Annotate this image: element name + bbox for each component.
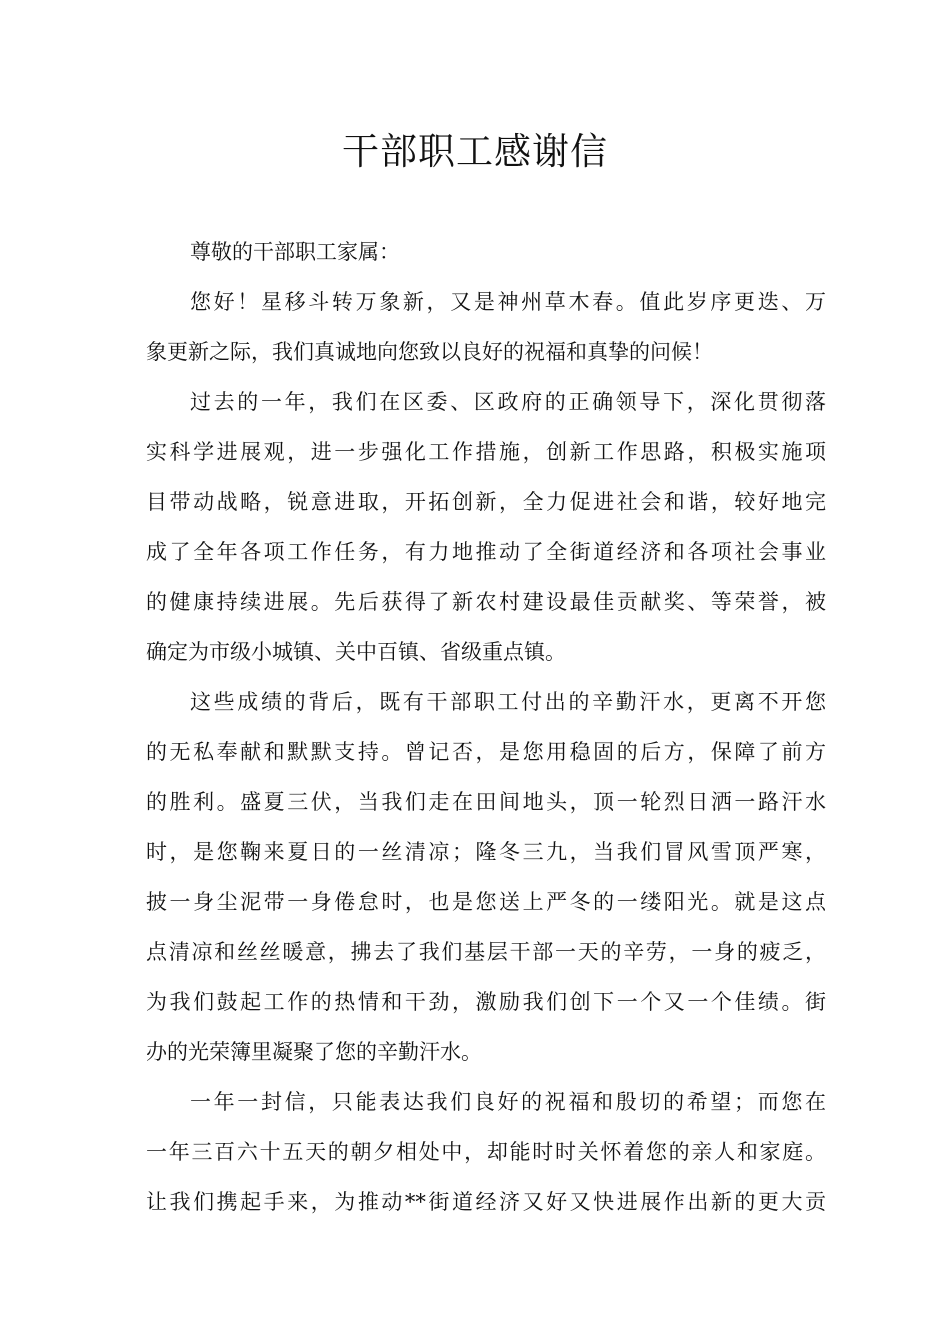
text-line: 点清凉和丝丝暖意，拂去了我们基层干部一天的辛劳，一身的疲乏， [146, 940, 826, 964]
text-line: 让我们携起手来，为推动**街道经济又好又快进展作出新的更大贡 [146, 1190, 826, 1214]
letter-body [146, 227, 826, 1227]
text-line: 为我们鼓起工作的热情和干劲，激励我们创下一个又一个佳绩。街 [146, 990, 826, 1014]
text-line: 目带动战略，锐意进取，开拓创新，全力促进社会和谐，较好地完 [146, 490, 826, 514]
text-line: 的健康持续进展。先后获得了新农村建设最佳贡献奖、等荣誉，被 [146, 590, 826, 614]
text-line: 象更新之际，我们真诚地向您致以良好的祝福和真挚的问候！ [146, 340, 713, 364]
document-title: 干部职工感谢信 [342, 130, 608, 173]
text-line: 这些成绩的背后，既有干部职工付出的辛勤汗水，更离不开您 [190, 690, 826, 714]
text-line: 的无私奉献和默默支持。曾记否，是您用稳固的后方，保障了前方 [146, 740, 826, 764]
text-line: 您好！星移斗转万象新，又是神州草木春。值此岁序更迭、万 [190, 290, 826, 314]
text-line: 一年一封信，只能表达我们良好的祝福和殷切的希望；而您在 [190, 1090, 826, 1114]
text-line: 成了全年各项工作任务，有力地推动了全街道经济和各项社会事业 [146, 540, 826, 564]
text-line: 实科学进展观，进一步强化工作措施，创新工作思路，积极实施项 [146, 440, 826, 464]
text-line: 确定为市级小城镇、关中百镇、省级重点镇。 [146, 640, 566, 664]
text-line: 披一身尘泥带一身倦怠时，也是您送上严冬的一缕阳光。就是这点 [146, 890, 826, 914]
text-line: 尊敬的干部职工家属： [190, 240, 400, 264]
text-line: 一年三百六十五天的朝夕相处中，却能时时关怀着您的亲人和家庭。 [146, 1140, 826, 1164]
text-line: 时，是您鞠来夏日的一丝清凉；隆冬三九，当我们冒风雪顶严寒， [146, 840, 826, 864]
text-line: 的胜利。盛夏三伏，当我们走在田间地头，顶一轮烈日洒一路汗水 [146, 790, 826, 814]
text-line: 过去的一年，我们在区委、区政府的正确领导下，深化贯彻落 [190, 390, 826, 414]
text-line: 办的光荣簿里凝聚了您的辛勤汗水。 [146, 1040, 482, 1064]
